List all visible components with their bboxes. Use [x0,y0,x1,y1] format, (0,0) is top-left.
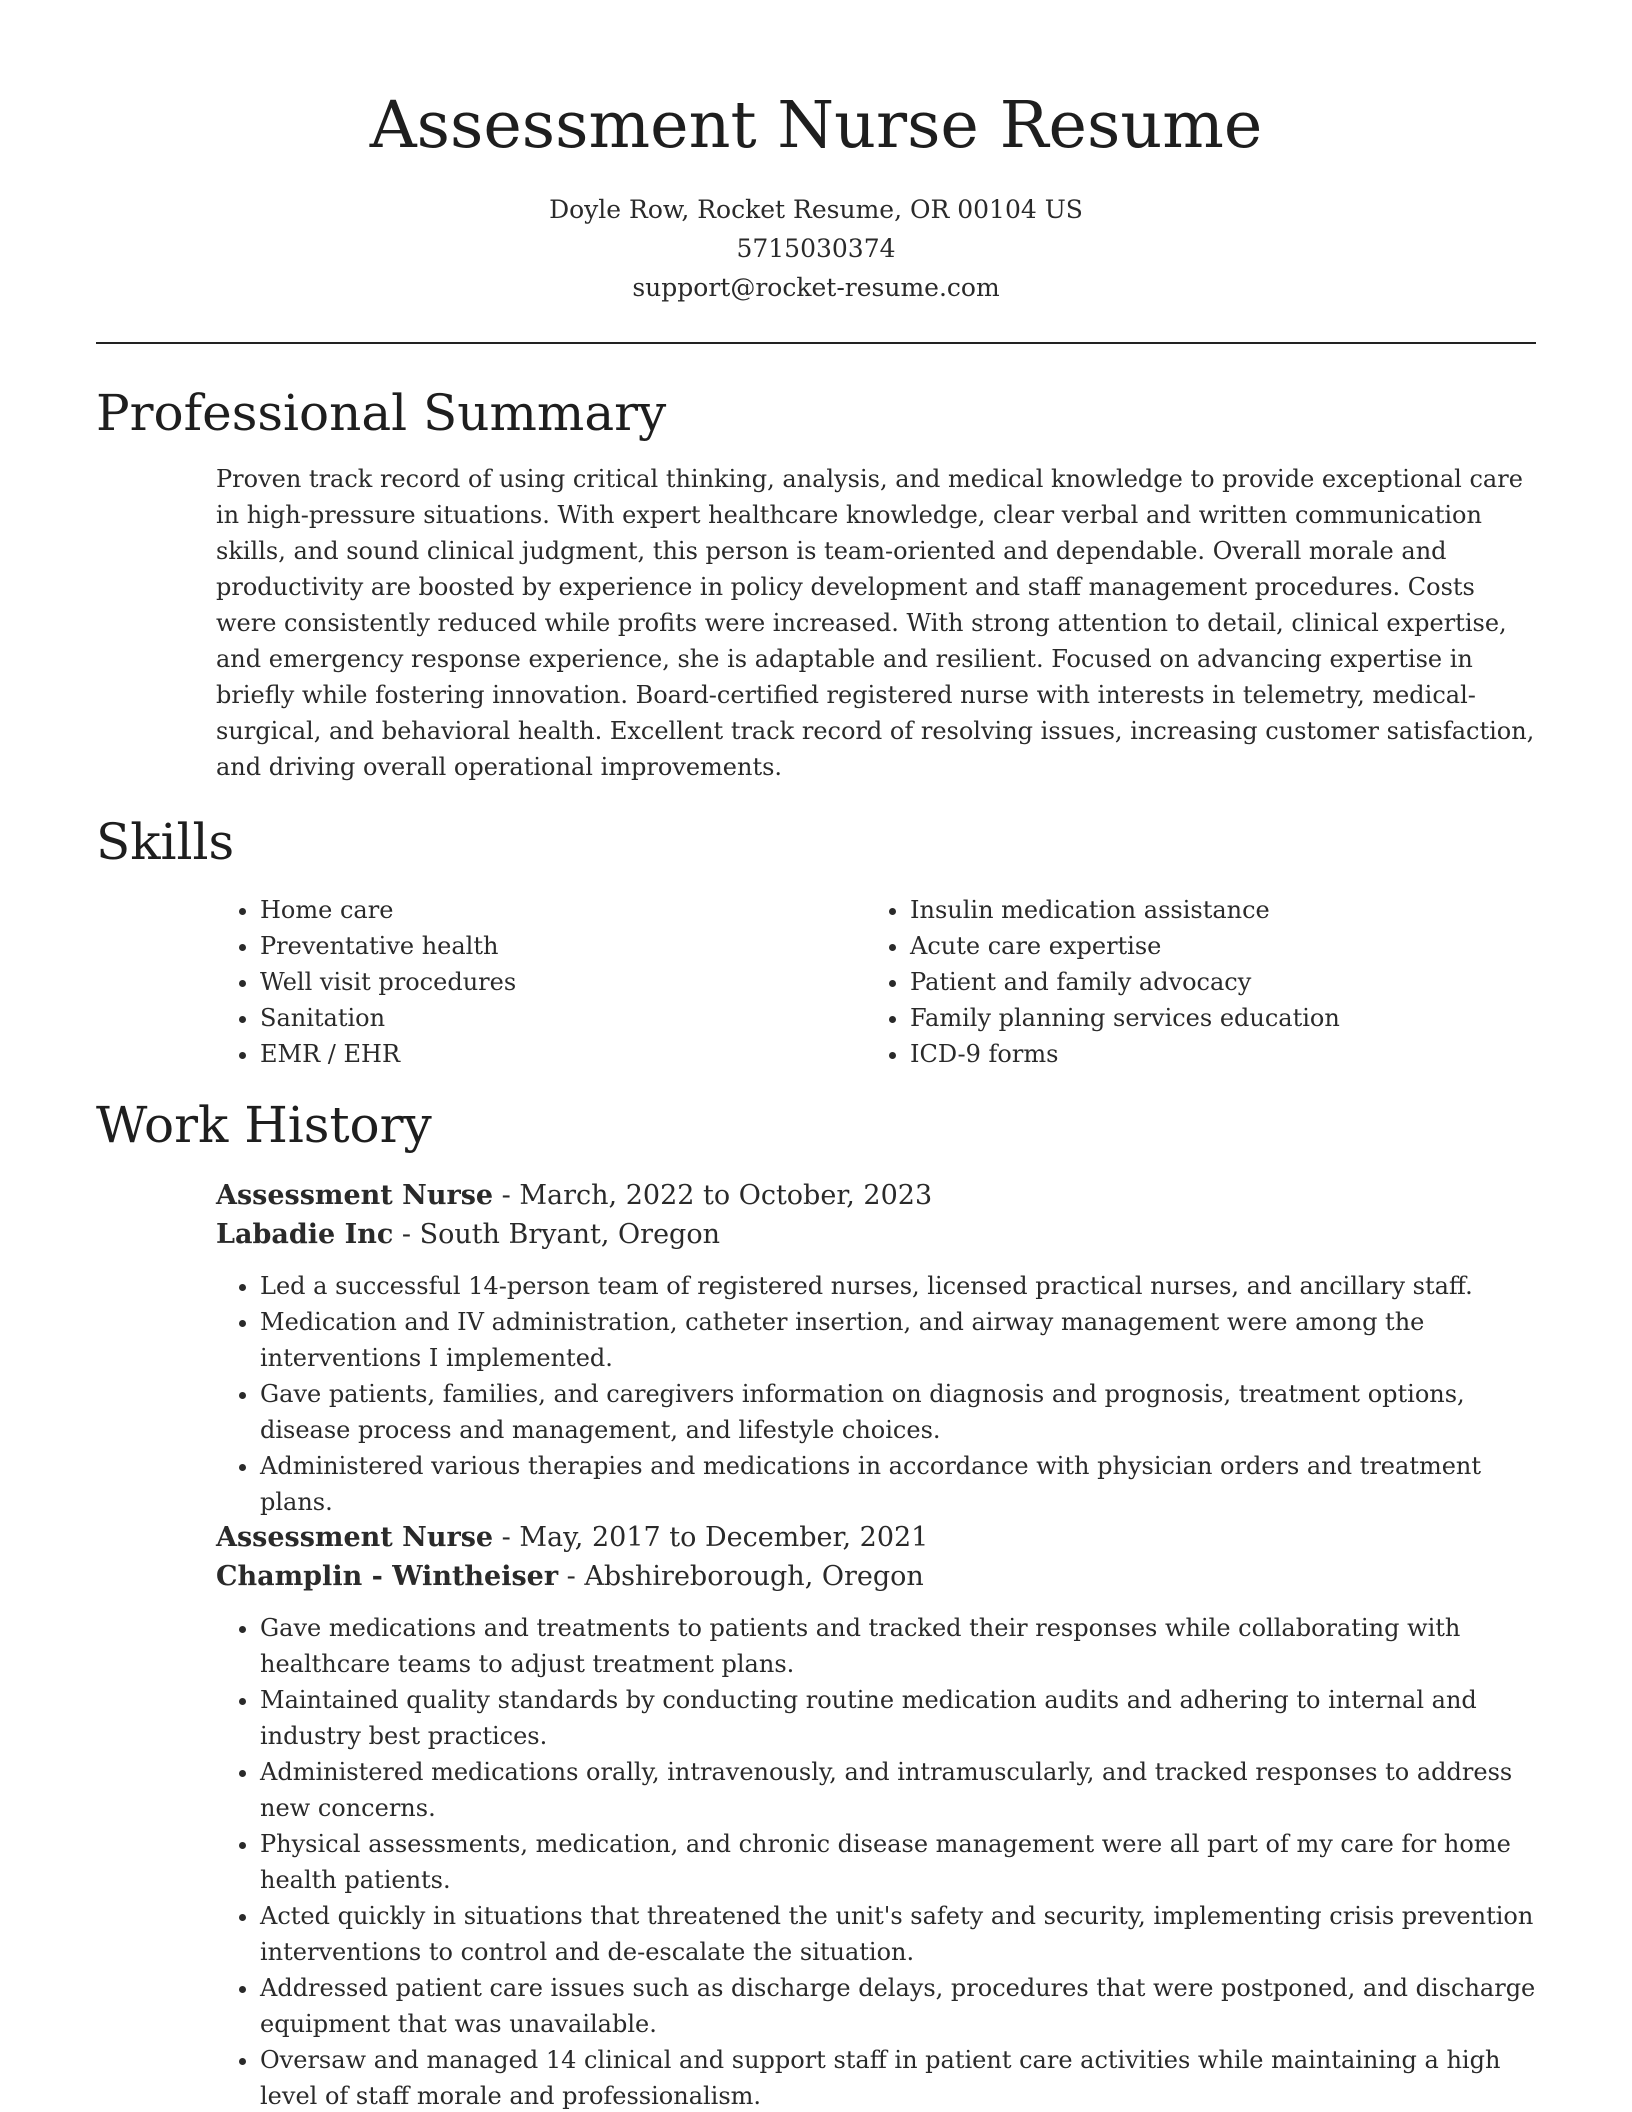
skills-column-left [216,892,866,1072]
contact-email: support@rocket-resume.com [632,273,1000,302]
job-company: Labadie Inc [216,1219,394,1250]
contact-phone: 5715030374 [736,234,896,263]
summary-heading: Professional Summary [96,384,667,442]
job-bullet: • Led a successful 14-person team of registered nurses, licensed practical nurses, and ancillary staff. [260,1268,1536,1304]
skill-item: • ICD-9 forms [910,1036,1516,1072]
job-title: Assessment Nurse [216,1522,494,1553]
skill-item: • Patient and family advocacy [910,964,1516,1000]
skill-item: • Acute care expertise [910,928,1516,964]
skill-item: • EMR / EHR [260,1036,866,1072]
job-bullet: • Oversaw and managed 14 clinical and support staff in patient care activities while maintaining a high level of staff morale and professionalism. [260,2042,1536,2112]
job-entry [216,1176,1536,1520]
skill-item: • Preventative health [260,928,866,964]
job-bullet: • Physical assessments, medication, and chronic disease management were all part of my care for home health patients. [260,1826,1536,1898]
job-bullet: • Gave patients, families, and caregivers information on diagnosis and prognosis, treatment options, disease process and management, and lifestyle choices. [260,1376,1536,1448]
job-bullet: • Addressed patient care issues such as discharge delays, procedures that were postponed, and discharge equipment that was unavailable. [260,1970,1536,2042]
skill-item: • Sanitation [260,1000,866,1036]
job-bullet: • Medication and IV administration, catheter insertion, and airway management were among the interventions I implemented. [260,1304,1536,1376]
job-location: - Abshireborough, Oregon [558,1561,924,1592]
job-company: Champlin - Wintheiser [216,1561,559,1592]
work-history-heading: Work History [96,1096,432,1154]
skill-item: • Family planning services education [910,1000,1516,1036]
job-bullet: • Administered medications orally, intravenously, and intramuscularly, and tracked responses to address new concerns. [260,1754,1536,1826]
job-title: Assessment Nurse [216,1180,494,1211]
job-title-line [216,1518,1536,1557]
job-company-line [216,1215,1536,1254]
job-bullet: • Administered various therapies and medications in accordance with physician orders and treatment plans. [260,1448,1536,1520]
resume-title: Assessment Nurse Resume [369,88,1263,163]
contact-address: Doyle Row, Rocket Resume, OR 00104 US [549,195,1083,224]
contact-block [0,190,1632,307]
job-bullet: • Gave medications and treatments to patients and tracked their responses while collaborating with healthcare teams to adjust treatment plans. [260,1610,1536,1682]
skill-item: • Home care [260,892,866,928]
skills-column-right [866,892,1516,1072]
skill-item: • Well visit procedures [260,964,866,1000]
job-bullet: • Acted quickly in situations that threatened the unit's safety and security, implementing crisis prevention interventions to control and de-escalate the situation. [260,1898,1536,1970]
job-bullets [216,1610,1536,2112]
job-title-line [216,1176,1536,1215]
skills-list [216,892,1536,1072]
job-bullet: • Maintained quality standards by conducting routine medication audits and adhering to internal and industry best practices. [260,1682,1536,1754]
job-dates: - May, 2017 to December, 2021 [493,1522,929,1553]
summary-text: Proven track record of using critical thinking, analysis, and medical knowledge to provide exceptional care in high-pressure situations. With expert healthcare knowledge, clear verbal and written communication skills, and sound clinical judgment, this person is team-oriented and dependable. Overall morale and productivity are boosted by experience in policy development and staff management procedures. Costs were consistently reduced while profits were increased. With strong attention to detail, clinical expertise, and emergency response experience, she is adaptable and resilient. Focused on advancing expertise in briefly while fostering innovation. Board-certified registered nurse with interests in telemetry, medical-surgical, and behavioral health. Excellent track record of resolving issues, increasing customer satisfaction, and driving overall operational improvements. [216,465,1535,781]
job-bullets [216,1268,1536,1520]
job-location: - South Bryant, Oregon [393,1219,720,1250]
skill-item: • Insulin medication assistance [910,892,1516,928]
job-dates: - March, 2022 to October, 2023 [493,1180,933,1211]
job-entry [216,1518,1536,2112]
skills-heading: Skills [96,813,235,871]
job-company-line [216,1557,1536,1596]
header-divider [96,342,1536,344]
